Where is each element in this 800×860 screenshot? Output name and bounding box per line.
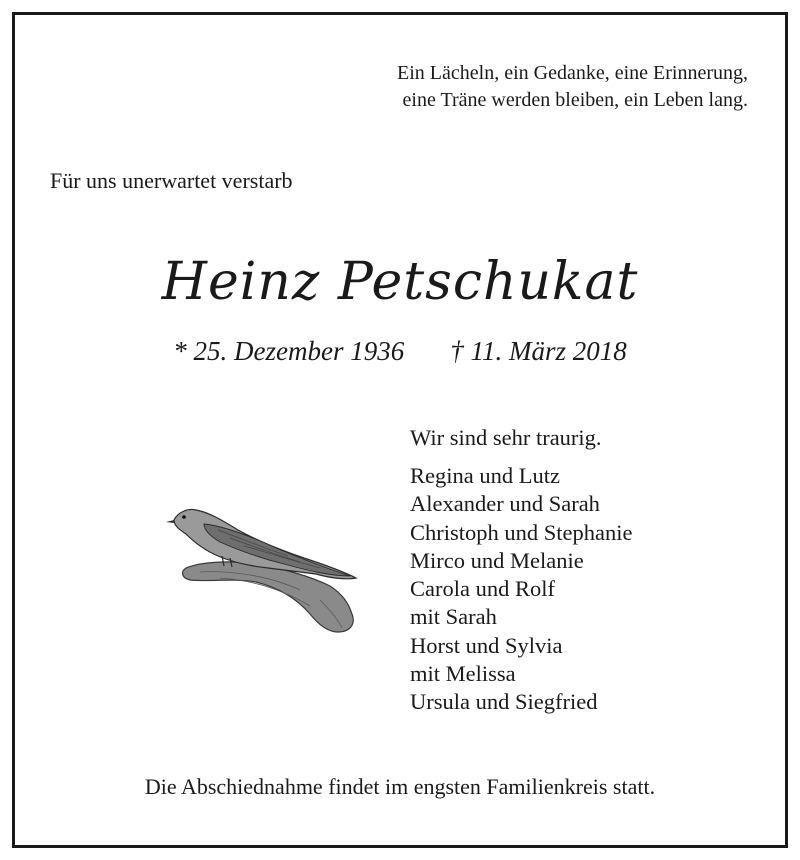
mourner-name: mit Melissa — [410, 661, 516, 687]
mourner-name: Horst und Sylvia — [410, 632, 563, 658]
mourner-name: Alexander und Sarah — [410, 491, 600, 517]
life-dates — [0, 336, 800, 367]
quote-line-1: Ein Lächeln, ein Gedanke, eine Erinnerung, — [397, 62, 748, 84]
mourner-name: Carola und Rolf — [410, 576, 555, 602]
deceased-name: Heinz Petschukat — [161, 252, 639, 312]
bird-beak — [166, 520, 174, 523]
notice-border — [12, 12, 788, 848]
farewell-note: Die Abschiednahme findet im engsten Familienkreis statt. — [144, 774, 656, 799]
birth-date: * 25. Dezember 1936 — [173, 336, 405, 366]
quote-line-2: eine Träne werden bleiben, ein Leben lang. — [402, 89, 748, 111]
mourners-section — [410, 424, 632, 717]
mourners-list — [410, 462, 632, 717]
mourner-name: Ursula und Siegfried — [410, 689, 598, 715]
mourner-name: Mirco und Melanie — [410, 547, 584, 573]
death-date: † 11. März 2018 — [450, 336, 627, 366]
intro-text: Für uns unerwartet verstarb — [50, 168, 293, 193]
bird-eye — [182, 515, 186, 519]
memorial-quote — [397, 60, 748, 114]
mourner-name: Christoph und Stephanie — [410, 519, 633, 545]
mourner-name: mit Sarah — [410, 604, 497, 630]
mourners-heading: Wir sind sehr traurig. — [410, 425, 602, 450]
mourner-name: Regina und Lutz — [410, 463, 560, 488]
bird-on-branch-illustration — [160, 490, 370, 640]
